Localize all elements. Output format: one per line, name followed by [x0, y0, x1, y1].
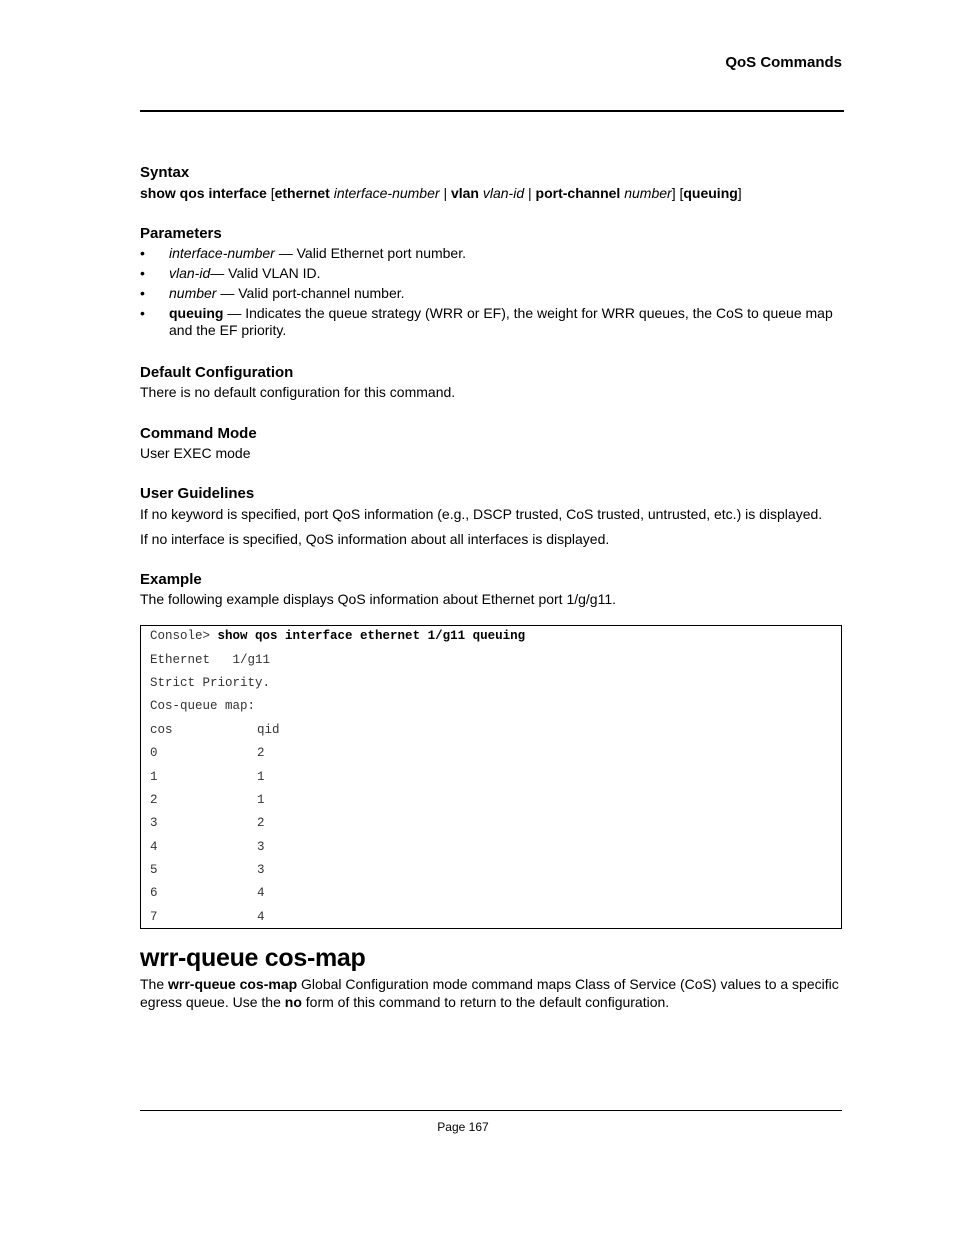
code-line-map: Cos-queue map:	[150, 699, 256, 713]
col-cos-header: cos	[150, 723, 173, 737]
bullet-icon: •	[140, 265, 145, 281]
page-header-title: QoS Commands	[725, 54, 842, 71]
parameters-list	[140, 245, 840, 339]
qid-value: 1	[257, 793, 265, 807]
table-row	[150, 863, 265, 877]
param-term: vlan-id	[169, 265, 211, 281]
qid-value: 4	[257, 910, 265, 924]
table-row	[150, 816, 265, 830]
user-guidelines-p2: If no interface is specified, QoS information about all interfaces is displayed.	[140, 531, 610, 547]
desc-command: wrr-queue cos-map	[168, 976, 298, 992]
qid-value: 3	[257, 863, 265, 877]
syntax-bracket: [	[270, 185, 275, 201]
syntax-ethernet: ethernet	[274, 185, 330, 201]
bullet-icon: •	[140, 305, 145, 321]
bullet-icon: •	[140, 285, 145, 301]
cos-value: 0	[150, 746, 158, 760]
table-row	[150, 770, 265, 784]
parameters-heading: Parameters	[140, 225, 222, 242]
desc-no-keyword: no	[284, 994, 302, 1010]
qid-value: 1	[257, 770, 265, 784]
list-item	[140, 265, 840, 282]
param-desc: — Valid Ethernet port number.	[274, 245, 467, 261]
syntax-queuing: queuing	[683, 185, 738, 201]
qid-value: 3	[257, 840, 265, 854]
example-heading: Example	[140, 571, 202, 588]
qid-value: 2	[257, 816, 265, 830]
code-line-ethernet: Ethernet 1/g11	[150, 653, 271, 667]
desc-text: Global Configuration mode command maps Class of Service (CoS) values to a specific egress queue. Use the	[140, 976, 839, 1010]
example-text: The following example displays QoS information about Ethernet port 1/g/g11.	[140, 591, 617, 607]
syntax-vlan: vlan	[450, 185, 479, 201]
syntax-bracket: ]	[737, 185, 742, 201]
syntax-heading: Syntax	[140, 164, 190, 181]
bullet-icon: •	[140, 245, 145, 261]
header-divider	[140, 110, 844, 112]
user-guidelines-p1: If no keyword is specified, port QoS information (e.g., DSCP trusted, CoS trusted, untrusted, etc.) is displayed.	[140, 506, 823, 522]
cos-value: 3	[150, 816, 158, 830]
list-item	[140, 285, 840, 302]
table-row	[150, 840, 265, 854]
syntax-line	[140, 184, 742, 202]
cos-value: 5	[150, 863, 158, 877]
syntax-command: show qos interface	[140, 185, 267, 201]
desc-text: The	[140, 976, 169, 992]
list-item	[140, 245, 840, 262]
cos-value: 1	[150, 770, 158, 784]
desc-text: form of this command to return to the default configuration.	[301, 994, 670, 1010]
param-term: number	[169, 285, 217, 301]
console-prompt: Console>	[150, 629, 211, 643]
code-table-header	[150, 723, 280, 737]
table-row	[150, 793, 265, 807]
param-term: queuing	[169, 305, 224, 321]
user-guidelines-heading: User Guidelines	[140, 485, 255, 502]
code-command-line	[150, 629, 525, 643]
syntax-port-channel: port-channel	[535, 185, 621, 201]
qid-value: 2	[257, 746, 265, 760]
table-row	[150, 886, 265, 900]
syntax-interface-number: interface-number	[333, 185, 440, 201]
syntax-number: number	[624, 185, 672, 201]
default-config-text: There is no default configuration for this command.	[140, 384, 456, 400]
syntax-bracket: [	[679, 185, 684, 201]
syntax-separator: |	[528, 185, 532, 201]
cos-value: 7	[150, 910, 158, 924]
param-desc: — Indicates the queue strategy (WRR or EF), the weight for WRR queues, the CoS to queue map and the EF priority.	[169, 305, 833, 338]
console-command: show qos interface ethernet 1/g11 queuing	[217, 629, 526, 643]
syntax-separator: |	[443, 185, 448, 201]
qid-value: 4	[257, 886, 265, 900]
command-mode-text: User EXEC mode	[140, 445, 251, 461]
table-row	[150, 746, 265, 760]
command-mode-heading: Command Mode	[140, 425, 257, 442]
cos-value: 4	[150, 840, 158, 854]
cos-value: 6	[150, 886, 158, 900]
code-example-box	[140, 625, 842, 929]
param-desc: — Valid port-channel number.	[216, 285, 405, 301]
cos-value: 2	[150, 793, 158, 807]
section-title: wrr-queue cos-map	[140, 944, 366, 972]
param-desc: — Valid VLAN ID.	[210, 265, 321, 281]
section-description	[140, 975, 844, 1011]
syntax-vlan-id: vlan-id	[482, 185, 525, 201]
default-config-heading: Default Configuration	[140, 364, 294, 381]
code-line-strict: Strict Priority.	[150, 676, 271, 690]
syntax-bracket: ]	[671, 185, 676, 201]
list-item	[140, 305, 840, 339]
footer-divider	[140, 1110, 842, 1111]
page-number: Page 167	[437, 1120, 489, 1134]
table-row	[150, 910, 265, 924]
col-qid-header: qid	[257, 723, 280, 737]
param-term: interface-number	[169, 245, 275, 261]
